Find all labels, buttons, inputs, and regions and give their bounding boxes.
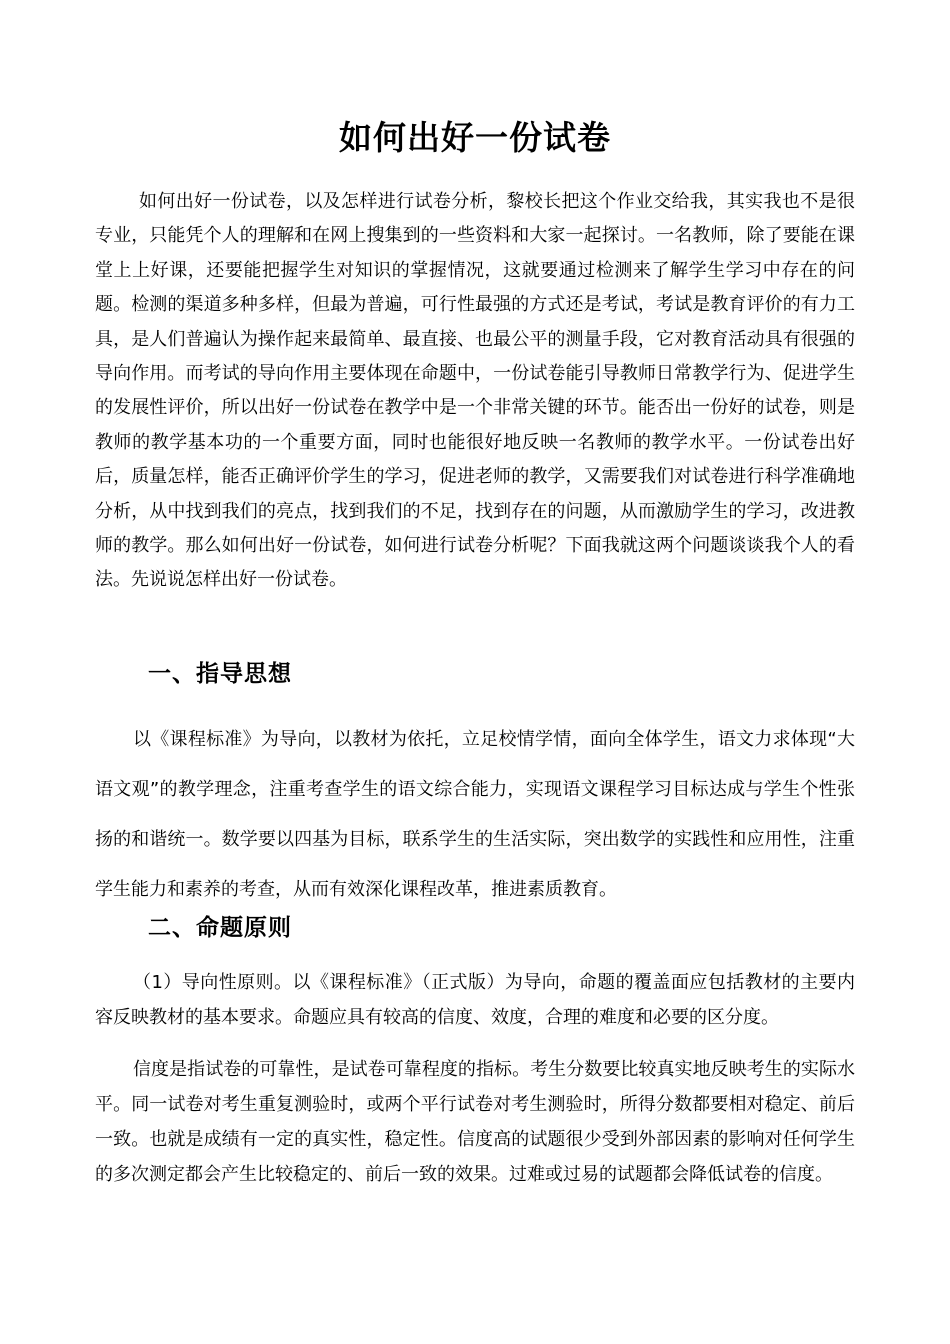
principle-1-paragraph: （1）导向性原则。以《课程标准》（正式版）为导向，命题的覆盖面应包括教材的主要内容反映教材的基本要求。命题应具有较高的信度、效度，合理的难度和必要的区分度。 bbox=[95, 972, 855, 1028]
guiding-ideology-paragraph: 以《课程标准》为导向，以教材为依托，立足校情学情，面向全体学生，语文力求体现“大语文观”的教学理念，注重考查学生的语文综合能力，实现语文课程学习目标达成与学生个性张扬的和谐统一。数学要以四基为目标，联系学生的生活实际，突出数学的实践性和应用性，注重学生能力和素养的考查，从而有效深化课程改革，推进素质教育。 bbox=[95, 729, 855, 900]
document-title: 如何出好一份试卷 bbox=[339, 118, 611, 157]
section-heading-guiding-ideology: 一、指导思想 bbox=[148, 661, 292, 687]
reliability-paragraph: 信度是指试卷的可靠性，是试卷可靠程度的指标。考生分数要比较真实地反映考生的实际水平。同一试卷对考生重复测验时，或两个平行试卷对考生测验时，所得分数都要相对稳定、前后一致。也就是成绩有一定的真实性，稳定性。信度高的试题很少受到外部因素的影响对任何学生的多次测定都会产生比较稳定的、前后一致的效果。过难或过易的试题都会降低试卷的信度。 bbox=[95, 1059, 855, 1185]
intro-paragraph: 如何出好一份试卷，以及怎样进行试卷分析，黎校长把这个作业交给我，其实我也不是很专业，只能凭个人的理解和在网上搜集到的一些资料和大家一起探讨。一名教师，除了要能在课堂上上好课，还要能把握学生对知识的掌握情况，这就要通过检测来了解学生学习中存在的问题。检测的渠道多种多样，但最为普遍，可行性最强的方式还是考试，考试是教育评价的有力工具，是人们普遍认为操作起来最简单、最直接、也最公平的测量手段，它对教育活动具有很强的导向作用。而考试的导向作用主要体现在命题中，一份试卷能引导教师日常教学行为、促进学生的发展性评价，所以出好一份试卷在教学中是一个非常关键的环节。能否出一份好的试卷，则是教师的教学基本功的一个重要方面，同时也能很好地反映一名教师的教学水平。一份试卷出好后，质量怎样，能否正确评价学生的学习，促进老师的教学，又需要我们对试卷进行科学准确地分析，从中找到我们的亮点，找到我们的不足，找到存在的问题，从而激励学生的学习，改进教师的教学。那么如何出好一份试卷，如何进行试卷分析呢？下面我就这两个问题谈谈我个人的看法。先说说怎样出好一份试卷。 bbox=[95, 191, 855, 591]
section-heading-principles: 二、命题原则 bbox=[148, 915, 292, 941]
